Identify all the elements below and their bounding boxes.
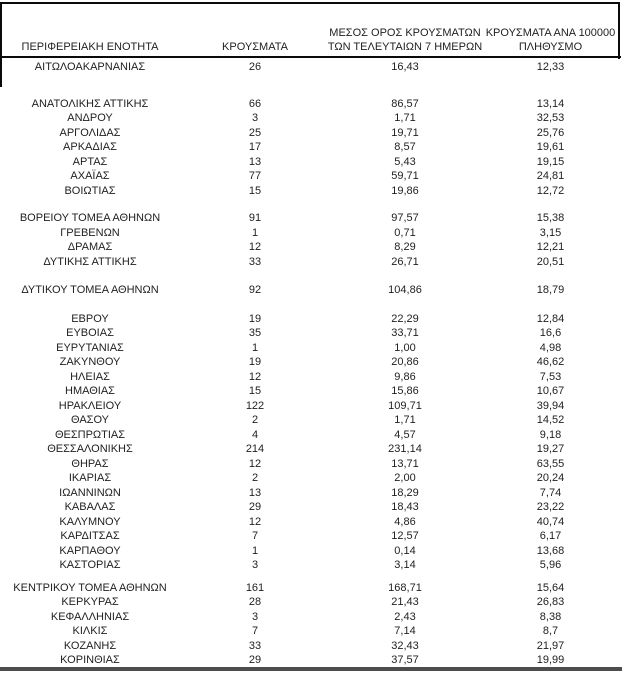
cases-value-cell: 214 [245, 443, 265, 455]
avg-7day-value-cell: 19,86 [391, 184, 419, 197]
per-100k-value-cell: 19,99 [536, 654, 565, 666]
column-header-per-100k [480, 4, 621, 56]
per-100k-value-cell: 39,94 [536, 399, 565, 412]
region-name-cell: ΙΚΑΡΙΑΣ [68, 472, 112, 484]
avg-7day-value-cell: 22,29 [391, 312, 419, 325]
region-name-cell: ΘΗΡΑΣ [71, 457, 109, 470]
cases-value-cell: 1 [251, 544, 259, 557]
per-100k-value-cell: 12,33 [536, 61, 565, 73]
per-100k-value-cell: 18,79 [536, 284, 565, 296]
avg-7day-value-cell: 109,71 [388, 399, 422, 412]
avg-7day-value-cell: 26,71 [391, 255, 419, 268]
cases-value-cell: 92 [248, 284, 262, 296]
per-100k-value-cell: 7,53 [539, 370, 562, 383]
cases-value-cell: 2 [251, 414, 259, 426]
per-100k-value-cell: 13,14 [536, 97, 565, 110]
avg-7day-value-cell: 5,43 [394, 155, 416, 168]
table-row [0, 544, 621, 559]
avg-7day-value-cell: 8,57 [394, 141, 416, 153]
per-100k-value-cell: 16,6 [539, 327, 562, 339]
cases-value-cell: 33 [248, 255, 262, 268]
region-name-cell: ΗΜΑΘΙΑΣ [65, 385, 115, 397]
per-100k-value-cell: 15,38 [536, 212, 565, 224]
cases-value-cell: 12 [248, 515, 262, 528]
region-name-cell: ΚΑΡΔΙΤΣΑΣ [60, 530, 120, 542]
avg-7day-value-cell: 231,14 [388, 443, 422, 455]
table-row [0, 457, 621, 472]
avg-7day-value-cell: 0,71 [394, 226, 416, 239]
table-row [0, 126, 621, 141]
table-row [0, 355, 621, 370]
table-row [0, 471, 621, 486]
per-100k-value-cell: 19,27 [536, 443, 565, 455]
table-row [0, 428, 621, 443]
per-100k-value-cell: 12,72 [536, 184, 565, 197]
avg-7day-value-cell: 2,43 [394, 610, 416, 623]
per-100k-value-cell: 5,96 [539, 559, 562, 571]
table-row [0, 413, 621, 428]
region-name-cell: ΕΥΡΥΤΑΝΙΑΣ [56, 341, 124, 354]
avg-7day-value-cell: 4,86 [394, 515, 416, 528]
region-name-cell: ΘΑΣΟΥ [70, 414, 110, 426]
per-100k-value-cell: 19,15 [536, 155, 565, 168]
avg-7day-value-cell: 21,43 [391, 596, 419, 608]
avg-7day-value-cell: 18,29 [391, 486, 419, 499]
table-row [0, 140, 621, 155]
cases-value-cell: 19 [248, 356, 262, 368]
avg-7day-value-cell: 19,71 [391, 126, 419, 139]
region-name-cell: ΒΟΡΕΙΟΥ ΤΟΜΕΑ ΑΘΗΝΩΝ [19, 212, 161, 224]
avg-7day-value-cell: 8,29 [394, 241, 416, 253]
per-100k-value-cell: 24,81 [536, 170, 565, 182]
cases-value-cell: 2 [251, 472, 259, 484]
region-name-cell: ΚΙΛΚΙΣ [72, 625, 108, 637]
per-100k-value-cell: 14,52 [536, 414, 565, 426]
region-name-cell: ΚΕΡΚΥΡΑΣ [61, 596, 119, 608]
region-name-cell: ΓΡΕΒΕΝΩΝ [60, 226, 120, 239]
per-100k-value-cell: 32,53 [536, 112, 565, 124]
region-name-cell: ΒΟΙΩΤΙΑΣ [64, 184, 116, 197]
region-name-cell: ΚΟΖΑΝΗΣ [63, 639, 117, 652]
region-name-cell: ΚΑΣΤΟΡΙΑΣ [59, 559, 121, 571]
per-100k-value-cell: 12,21 [536, 241, 565, 253]
cases-value-cell: 17 [248, 141, 262, 153]
table-row [0, 97, 621, 112]
cases-value-cell: 13 [248, 486, 262, 499]
cases-value-cell: 122 [245, 399, 265, 412]
region-name-cell: ΑΡΚΑΔΙΑΣ [63, 141, 117, 153]
column-header-label: ΚΡΟΥΣΜΑΤΑ [222, 41, 288, 53]
per-100k-value-cell: 21,97 [536, 639, 565, 652]
avg-7day-value-cell: 32,43 [391, 639, 419, 652]
cases-value-cell: 26 [248, 61, 262, 73]
table-row [0, 610, 621, 625]
table-row [0, 529, 621, 544]
region-name-cell: ΚΑΡΠΑΘΟΥ [59, 544, 121, 557]
region-name-cell: ΕΥΒΟΙΑΣ [66, 327, 114, 339]
cases-value-cell: 12 [248, 370, 262, 383]
per-100k-value-cell: 20,51 [536, 255, 565, 268]
column-header-cases [180, 4, 330, 56]
cases-value-cell: 25 [248, 126, 262, 139]
column-header-label-line1: ΚΡΟΥΣΜΑΤΑ ΑΝΑ 100000 [485, 27, 616, 39]
table-row [0, 255, 621, 270]
avg-7day-value-cell: 12,57 [391, 530, 419, 542]
avg-7day-value-cell: 18,43 [391, 501, 419, 513]
avg-7day-value-cell: 7,14 [394, 625, 416, 637]
table-row [0, 155, 621, 170]
cases-value-cell: 66 [248, 97, 262, 110]
bottom-border-line [0, 667, 622, 671]
cases-value-cell: 33 [248, 639, 262, 652]
region-name-cell: ΘΕΣΠΡΩΤΙΑΣ [54, 428, 126, 441]
region-name-cell: ΚΕΦΑΛΛΗΝΙΑΣ [50, 610, 130, 623]
region-name-cell: ΑΧΑΪΑΣ [70, 170, 110, 182]
per-100k-value-cell: 13,68 [536, 544, 565, 557]
per-100k-value-cell: 26,83 [536, 596, 565, 608]
table-body [0, 60, 621, 668]
cases-value-cell: 3 [251, 559, 259, 571]
avg-7day-value-cell: 9,86 [394, 370, 416, 383]
avg-7day-value-cell: 0,14 [394, 544, 416, 557]
table-row [0, 169, 621, 184]
cases-value-cell: 161 [245, 581, 265, 594]
table-row [0, 639, 621, 654]
region-name-cell: ΚΑΒΑΛΑΣ [64, 501, 116, 513]
table-row [0, 558, 621, 573]
cases-value-cell: 3 [251, 112, 259, 124]
group-spacer [0, 573, 621, 581]
avg-7day-value-cell: 37,57 [391, 654, 419, 666]
column-header-label-line1: ΜΕΣΟΣ ΟΡΟΣ ΚΡΟΥΣΜΑΤΩΝ [329, 27, 481, 39]
per-100k-value-cell: 15,64 [536, 581, 565, 594]
cases-value-cell: 1 [251, 341, 259, 354]
region-name-cell: ΑΝΑΤΟΛΙΚΗΣ ΑΤΤΙΚΗΣ [31, 97, 149, 110]
avg-7day-value-cell: 86,57 [391, 97, 419, 110]
table-row [0, 500, 621, 515]
region-name-cell: ΑΝΔΡΟΥ [67, 112, 113, 124]
table-row [0, 312, 621, 327]
table-row [0, 653, 621, 668]
avg-7day-value-cell: 168,71 [388, 581, 422, 594]
table-row [0, 399, 621, 414]
avg-7day-value-cell: 20,86 [391, 356, 419, 368]
table-row [0, 581, 621, 596]
region-name-cell: ΘΕΣΣΑΛΟΝΙΚΗΣ [47, 443, 133, 455]
per-100k-value-cell: 40,74 [536, 515, 565, 528]
table-row [0, 384, 621, 399]
per-100k-value-cell: 3,15 [539, 226, 562, 239]
cases-value-cell: 1 [251, 226, 259, 239]
region-name-cell: ΚΟΡΙΝΘΙΑΣ [60, 654, 120, 666]
avg-7day-value-cell: 1,71 [394, 414, 416, 426]
cases-value-cell: 15 [248, 184, 262, 197]
column-header-label-line2: ΤΩΝ ΤΕΛΕΥΤΑΙΩΝ 7 ΗΜΕΡΩΝ [327, 41, 483, 53]
table-row [0, 341, 621, 356]
region-name-cell: ΔΡΑΜΑΣ [67, 241, 113, 253]
avg-7day-value-cell: 3,14 [394, 559, 416, 571]
column-header-avg-7day [327, 4, 483, 56]
table-row [0, 595, 621, 610]
table-row [0, 515, 621, 530]
cases-value-cell: 13 [248, 155, 262, 168]
avg-7day-value-cell: 1,00 [394, 341, 416, 354]
group-spacer [0, 75, 621, 97]
per-100k-value-cell: 6,17 [539, 530, 562, 542]
per-100k-value-cell: 8,7 [542, 625, 559, 637]
region-name-cell: ΕΒΡΟΥ [71, 312, 109, 325]
cases-value-cell: 35 [248, 327, 262, 339]
region-name-cell: ΗΡΑΚΛΕΙΟΥ [58, 399, 122, 412]
per-100k-value-cell: 20,24 [536, 472, 565, 484]
region-name-cell: ΚΑΛΥΜΝΟΥ [59, 515, 121, 528]
avg-7day-value-cell: 4,57 [394, 428, 416, 441]
cases-value-cell: 77 [248, 170, 262, 182]
cases-value-cell: 29 [248, 654, 262, 666]
avg-7day-value-cell: 15,86 [391, 385, 419, 397]
cases-value-cell: 7 [251, 625, 259, 637]
avg-7day-value-cell: 104,86 [388, 284, 422, 296]
per-100k-value-cell: 19,61 [536, 141, 565, 153]
avg-7day-value-cell: 16,43 [391, 61, 419, 73]
cases-value-cell: 15 [248, 385, 262, 397]
region-name-cell: ΔΥΤΙΚΗΣ ΑΤΤΙΚΗΣ [43, 255, 137, 268]
table-row [0, 240, 621, 255]
per-100k-value-cell: 7,74 [539, 486, 562, 499]
cases-value-cell: 91 [248, 212, 262, 224]
cases-value-cell: 4 [251, 428, 259, 441]
avg-7day-value-cell: 59,71 [391, 170, 419, 182]
avg-7day-value-cell: 33,71 [391, 327, 419, 339]
region-name-cell: ΑΙΤΩΛΟΑΚΑΡΝΑΝΙΑΣ [34, 61, 146, 73]
column-header-regional-unit [0, 4, 180, 56]
column-header-label-line2: ΠΛΗΘΥΣΜΟ [518, 41, 583, 53]
table-row [0, 226, 621, 241]
cases-value-cell: 29 [248, 501, 262, 513]
region-name-cell: ΔΥΤΙΚΟΥ ΤΟΜΕΑ ΑΘΗΝΩΝ [21, 284, 159, 296]
table-row [0, 486, 621, 501]
cases-value-cell: 12 [248, 457, 262, 470]
per-100k-value-cell: 10,67 [536, 385, 565, 397]
region-name-cell: ΖΑΚΥΝΘΟΥ [59, 356, 121, 368]
table-row [0, 184, 621, 199]
cases-value-cell: 19 [248, 312, 262, 325]
column-header-label: ΠΕΡΙΦΕΡΕΙΑΚΗ ΕΝΟΤΗΤΑ [21, 41, 159, 53]
table-header-row [0, 4, 621, 58]
avg-7day-value-cell: 1,71 [394, 112, 416, 124]
avg-7day-value-cell: 97,57 [391, 212, 419, 224]
cases-value-cell: 7 [251, 530, 259, 542]
avg-7day-value-cell: 2,00 [394, 472, 416, 484]
per-100k-value-cell: 63,55 [536, 457, 565, 470]
per-100k-value-cell: 9,18 [539, 428, 562, 441]
per-100k-value-cell: 12,84 [536, 312, 565, 325]
per-100k-value-cell: 46,62 [536, 356, 565, 368]
cases-value-cell: 28 [248, 596, 262, 608]
per-100k-value-cell: 8,38 [539, 610, 562, 623]
table-row [0, 60, 621, 75]
per-100k-value-cell: 25,76 [536, 126, 565, 139]
table-row [0, 624, 621, 639]
group-spacer [0, 269, 621, 283]
table-row [0, 283, 621, 298]
cases-value-cell: 3 [251, 610, 259, 623]
region-name-cell: ΚΕΝΤΡΙΚΟΥ ΤΟΜΕΑ ΑΘΗΝΩΝ [13, 581, 167, 594]
region-name-cell: ΗΛΕΙΑΣ [70, 370, 110, 383]
cases-value-cell: 12 [248, 241, 262, 253]
table-row [0, 370, 621, 385]
region-name-cell: ΑΡΤΑΣ [72, 155, 108, 168]
table-row [0, 442, 621, 457]
per-100k-value-cell: 4,98 [539, 341, 562, 354]
table-row [0, 211, 621, 226]
region-name-cell: ΑΡΓΟΛΙΔΑΣ [59, 126, 121, 139]
per-100k-value-cell: 23,22 [536, 501, 565, 513]
group-spacer [0, 298, 621, 312]
region-name-cell: ΙΩΑΝΝΙΝΩΝ [59, 486, 121, 499]
avg-7day-value-cell: 13,71 [391, 457, 419, 470]
table-row [0, 326, 621, 341]
table-row [0, 111, 621, 126]
group-spacer [0, 198, 621, 211]
